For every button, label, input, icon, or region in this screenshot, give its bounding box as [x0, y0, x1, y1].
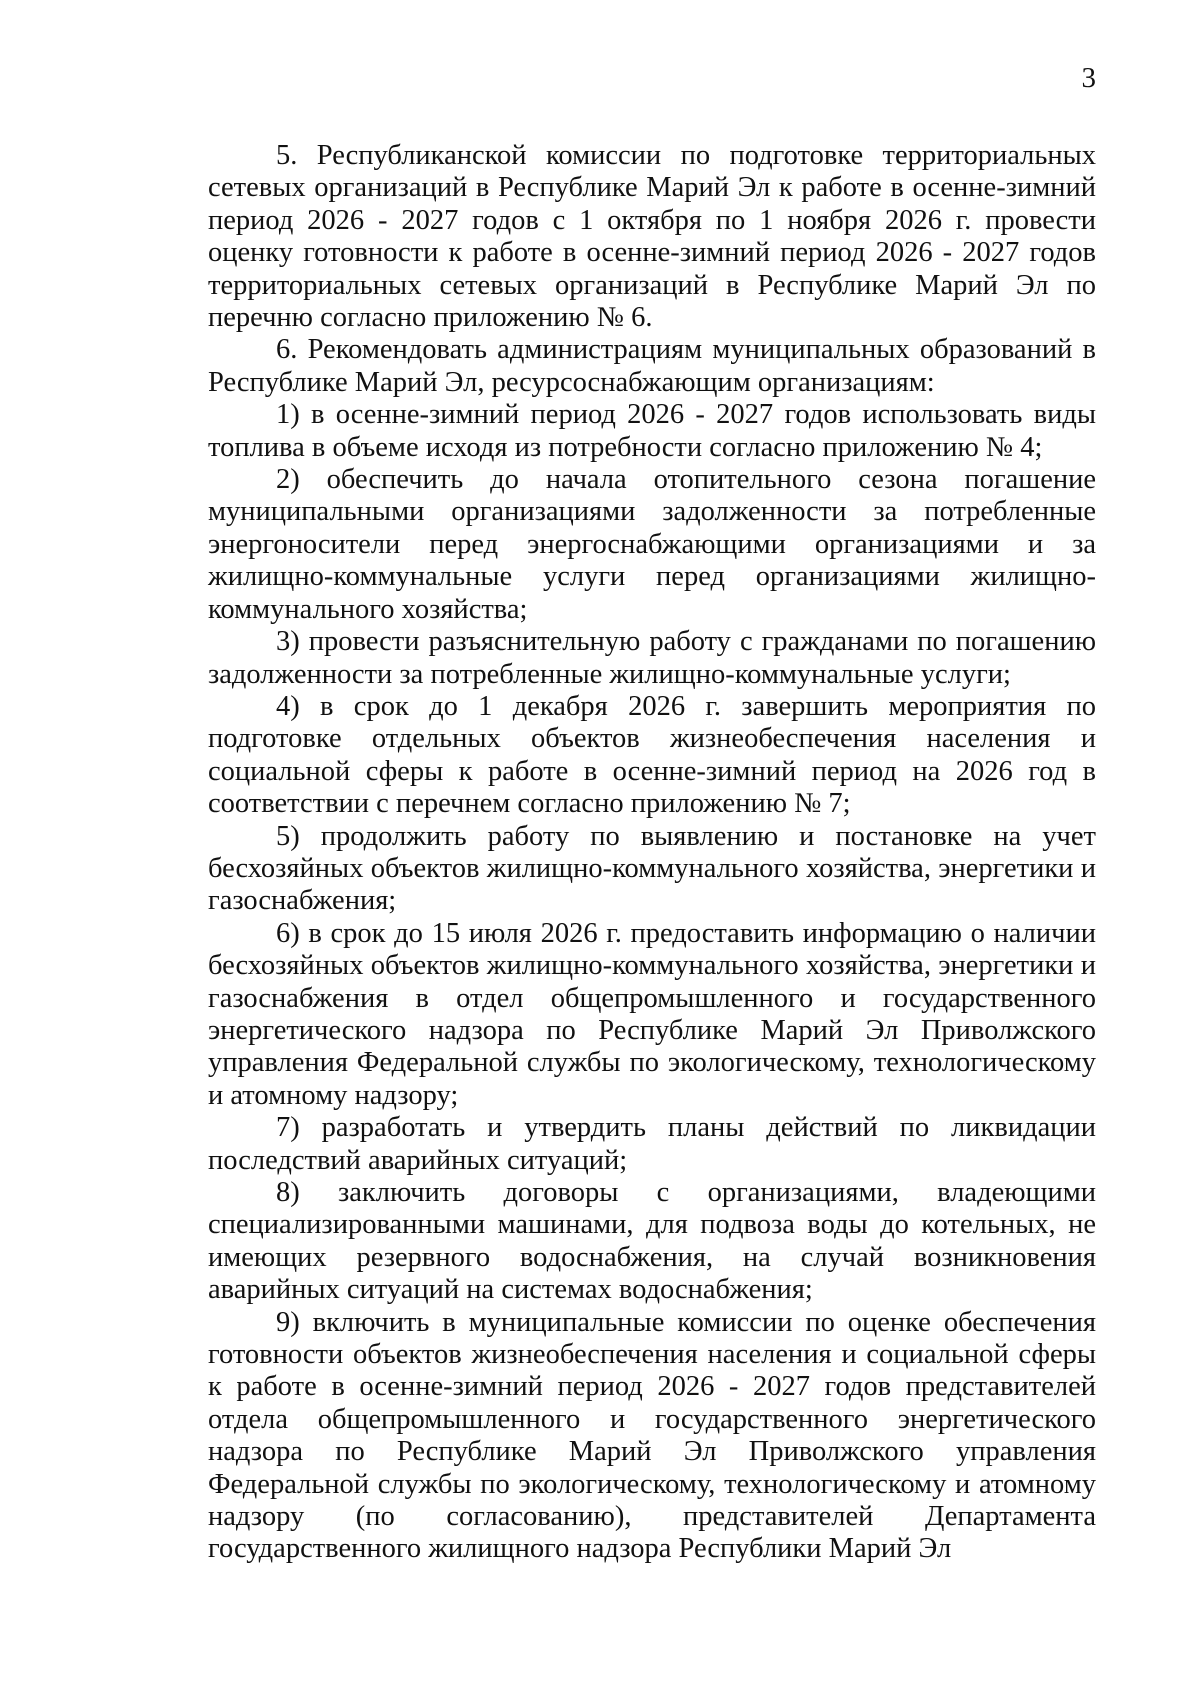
list-item-1-fuel: 1) в осенне-зимний период 2026 - 2027 годов использовать виды топлива в объеме исходя из потребности согласно приложению № 4;	[208, 399, 1096, 463]
paragraph-6-recommendation: 6. Рекомендовать администрациям муниципальных образований в Республике Марий Эл, ресурсоснабжающим организациям:	[208, 334, 1096, 398]
page-number: 3	[1081, 62, 1096, 94]
list-item-5-ownerless-objects: 5) продолжить работу по выявлению и постановке на учет бесхозяйных объектов жилищно-коммунального хозяйства, энергетики и газоснабжения;	[208, 820, 1096, 917]
list-item-7-action-plans: 7) разработать и утвердить планы действий по ликвидации последствий аварийных ситуаций;	[208, 1112, 1096, 1176]
list-item-6-information-report: 6) в срок до 15 июля 2026 г. предоставить информацию о наличии бесхозяйных объектов жилищно-коммунального хозяйства, энергетики и газоснабжения в отдел общепромышленного и государственного энергетического надзора по Республике Марий Эл Приволжского управления Федеральной службы по экологическому, технологическому и атомному надзору;	[208, 917, 1096, 1111]
document-body	[208, 140, 1096, 1566]
list-item-8-water-contracts: 8) заключить договоры с организациями, владеющими специализированными машинами, для подвоза воды до котельных, не имеющих резервного водоснабжения, на случай возникновения аварийных ситуаций на системах водоснабжения;	[208, 1177, 1096, 1306]
list-item-9-commissions: 9) включить в муниципальные комиссии по оценке обеспечения готовности объектов жизнеобеспечения населения и социальной сферы к работе в осенне-зимний период 2026 - 2027 годов представителей отдела общепромышленного и государственного энергетического надзора по Республике Марий Эл Приволжского управления Федеральной службы по экологическому, технологическому и атомному надзору (по согласованию), представителей Департамента государственного жилищного надзора Республики Марий Эл	[208, 1306, 1096, 1565]
list-item-4-preparation-deadline: 4) в срок до 1 декабря 2026 г. завершить мероприятия по подготовке отдельных объектов жизнеобеспечения населения и социальной сферы к работе в осенне-зимний период на 2026 год в соответствии с перечнем согласно приложению № 7;	[208, 690, 1096, 820]
paragraph-5-commission: 5. Республиканской комиссии по подготовке территориальных сетевых организаций в Республике Марий Эл к работе в осенне-зимний период 2026 - 2027 годов с 1 октября по 1 ноября 2026 г. провести оценку готовности к работе в осенне-зимний период 2026 - 2027 годов территориальных сетевых организаций в Республике Марий Эл по перечню согласно приложению № 6.	[208, 140, 1096, 334]
list-item-3-explanatory-work: 3) провести разъяснительную работу с гражданами по погашению задолженности за потребленные жилищно-коммунальные услуги;	[208, 626, 1096, 690]
list-item-2-debt-repayment: 2) обеспечить до начала отопительного сезона погашение муниципальными организациями задолженности за потребленные энергоносители перед энергоснабжающими организациями и за жилищно-коммунальные услуги перед организациями жилищно-коммунального хозяйства;	[208, 464, 1096, 625]
